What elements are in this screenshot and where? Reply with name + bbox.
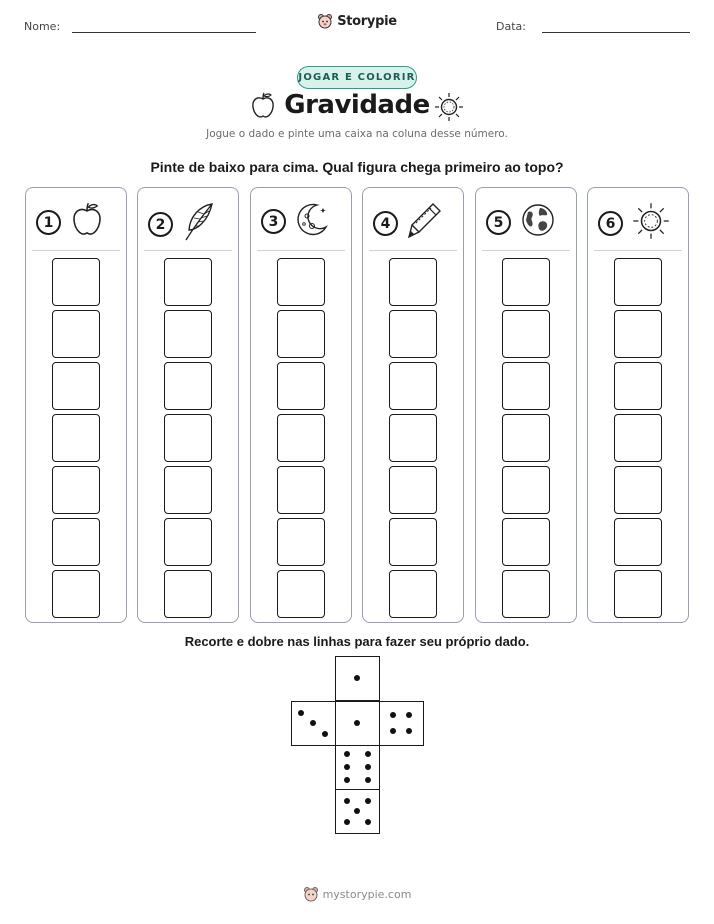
- die-face: [379, 701, 424, 746]
- color-box[interactable]: [277, 466, 325, 514]
- column-divider: [144, 250, 232, 251]
- column-divider: [369, 250, 457, 251]
- color-box[interactable]: [164, 362, 212, 410]
- die-pip: [310, 720, 316, 726]
- color-box[interactable]: [614, 570, 662, 618]
- moon-icon: [295, 202, 329, 241]
- die-pip: [344, 764, 350, 770]
- column-6: [587, 187, 689, 623]
- column-divider: [594, 250, 682, 251]
- footer-url: mystorypie.com: [322, 887, 412, 901]
- die-pip: [354, 675, 360, 681]
- color-box[interactable]: [52, 414, 100, 462]
- column-number: 6: [598, 211, 623, 236]
- color-box[interactable]: [502, 570, 550, 618]
- die-pip: [406, 728, 412, 734]
- color-box[interactable]: [502, 518, 550, 566]
- color-box[interactable]: [502, 362, 550, 410]
- date-label: Data:: [496, 20, 526, 33]
- color-box[interactable]: [164, 570, 212, 618]
- earth-icon: [520, 202, 556, 243]
- column-divider: [257, 250, 345, 251]
- color-box[interactable]: [389, 310, 437, 358]
- color-box[interactable]: [277, 258, 325, 306]
- die-pip: [354, 720, 360, 726]
- apple-icon: [70, 202, 104, 243]
- column-2: [137, 187, 239, 623]
- column-number: 1: [36, 210, 61, 235]
- column-number: 3: [261, 209, 286, 234]
- column-3: [250, 187, 352, 623]
- die-pip: [365, 798, 371, 804]
- die-pip: [354, 808, 360, 814]
- sun-icon: [434, 92, 464, 127]
- color-box[interactable]: [52, 518, 100, 566]
- color-box[interactable]: [164, 310, 212, 358]
- color-box[interactable]: [502, 258, 550, 306]
- die-face: [291, 701, 336, 746]
- die-pip: [344, 777, 350, 783]
- color-box[interactable]: [52, 466, 100, 514]
- color-box[interactable]: [502, 310, 550, 358]
- die-face: [335, 701, 380, 746]
- column-divider: [482, 250, 570, 251]
- color-box[interactable]: [389, 570, 437, 618]
- die-pip: [298, 710, 304, 716]
- die-pip: [344, 819, 350, 825]
- column-number: 4: [373, 211, 398, 236]
- die-pip: [365, 751, 371, 757]
- brand-logo: [0, 13, 714, 29]
- color-box[interactable]: [52, 570, 100, 618]
- color-box[interactable]: [164, 258, 212, 306]
- brand-name: Storypie: [337, 13, 397, 29]
- die-pip: [322, 731, 328, 737]
- die-pip: [406, 712, 412, 718]
- color-box[interactable]: [614, 258, 662, 306]
- instruction-top: Pinte de baixo para cima. Qual figura chega primeiro ao topo?: [150, 159, 564, 175]
- instruction-bottom: Recorte e dobre nas linhas para fazer seu próprio dado.: [184, 634, 530, 649]
- color-box[interactable]: [614, 414, 662, 462]
- color-box[interactable]: [52, 310, 100, 358]
- die-pip: [344, 751, 350, 757]
- color-box[interactable]: [164, 414, 212, 462]
- die-pip: [344, 798, 350, 804]
- color-box[interactable]: [389, 518, 437, 566]
- storypie-mascot-icon: [303, 886, 319, 902]
- subtitle: Jogue o dado e pinte uma caixa na coluna desse número.: [206, 128, 508, 140]
- date-line[interactable]: [542, 32, 690, 33]
- color-box[interactable]: [52, 258, 100, 306]
- column-divider: [32, 250, 120, 251]
- die-pip: [365, 777, 371, 783]
- color-box[interactable]: [502, 466, 550, 514]
- page-title: Gravidade: [284, 90, 430, 120]
- color-box[interactable]: [502, 414, 550, 462]
- column-1: [25, 187, 127, 623]
- color-box[interactable]: [614, 310, 662, 358]
- column-number: 5: [486, 210, 511, 235]
- color-box[interactable]: [277, 570, 325, 618]
- column-number: 2: [148, 212, 173, 237]
- sun-icon: [632, 202, 670, 245]
- color-box[interactable]: [614, 518, 662, 566]
- die-pip: [390, 728, 396, 734]
- storypie-mascot-icon: [317, 13, 333, 29]
- color-box[interactable]: [614, 362, 662, 410]
- die-face: [335, 745, 380, 790]
- column-5: [475, 187, 577, 623]
- color-box[interactable]: [277, 518, 325, 566]
- name-label: Nome:: [24, 20, 61, 33]
- die-pip: [390, 712, 396, 718]
- color-box[interactable]: [389, 414, 437, 462]
- color-box[interactable]: [614, 466, 662, 514]
- color-box[interactable]: [164, 518, 212, 566]
- die-pip: [365, 819, 371, 825]
- color-box[interactable]: [389, 362, 437, 410]
- feather-icon: [182, 202, 216, 247]
- pencil-icon: [407, 202, 443, 245]
- die-pip: [365, 764, 371, 770]
- die-face: [335, 656, 380, 701]
- color-box[interactable]: [52, 362, 100, 410]
- column-4: [362, 187, 464, 623]
- color-box[interactable]: [277, 414, 325, 462]
- footer: [0, 886, 714, 902]
- color-box[interactable]: [389, 258, 437, 306]
- color-box[interactable]: [164, 466, 212, 514]
- die-face: [335, 789, 380, 834]
- color-box[interactable]: [389, 466, 437, 514]
- color-box[interactable]: [277, 362, 325, 410]
- name-line[interactable]: [72, 32, 256, 33]
- category-badge: JOGAR E COLORIR: [297, 66, 417, 89]
- color-box[interactable]: [277, 310, 325, 358]
